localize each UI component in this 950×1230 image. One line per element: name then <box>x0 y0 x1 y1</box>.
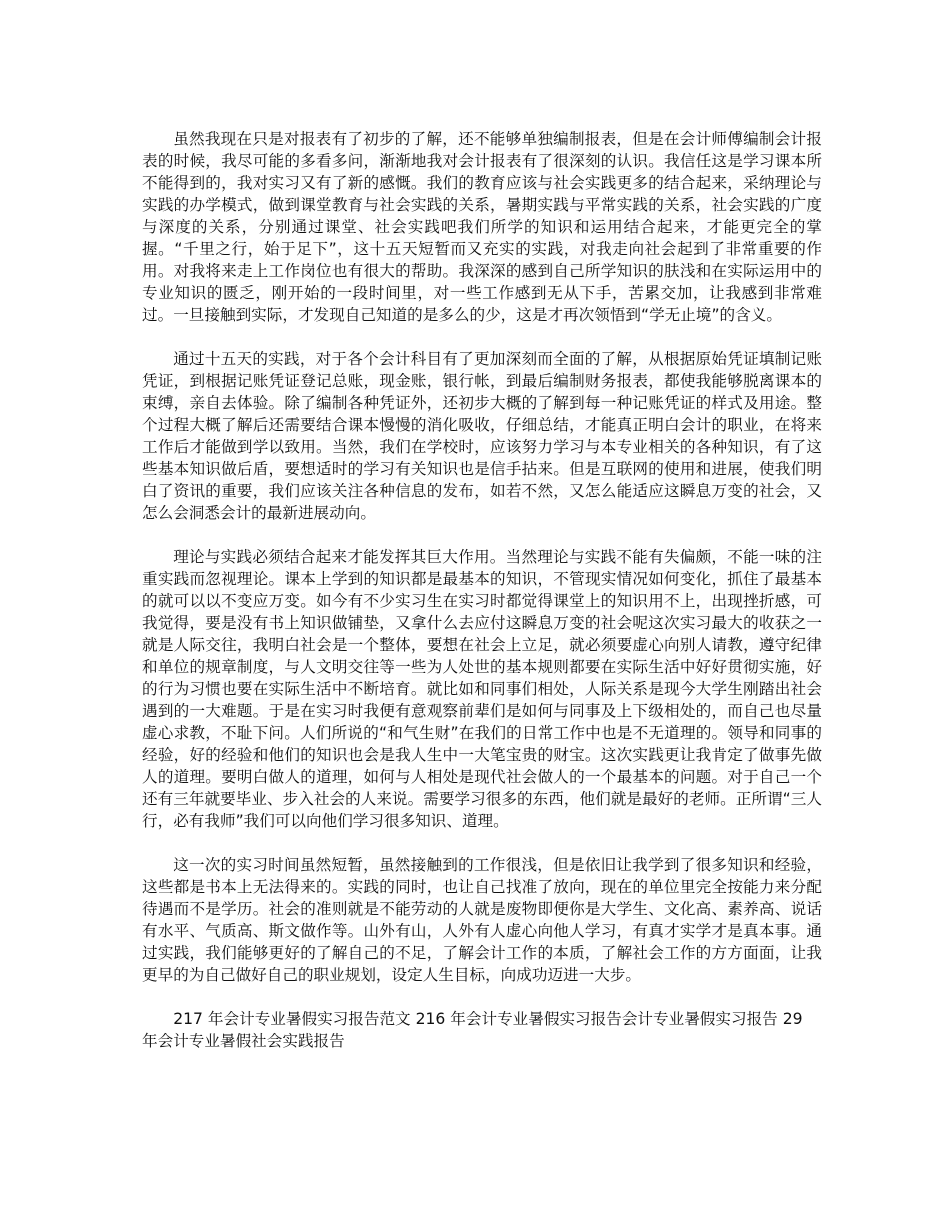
related-reports-line: 217 年会计专业暑假实习报告范文 216 年会计专业暑假实习报告会计专业暑假实习报告 29 年会计专业暑假社会实践报告 <box>142 1010 803 1050</box>
paragraph-1: 虽然我现在只是对报表有了初步的了解，还不能够单独编制报表，但是在会计师傅编制会计报表的时候，我尽可能的多看多问，渐渐地我对会计报表有了很深刻的认识。我信任这是学习课本所不能得到的，我对实习又有了新的感慨。我们的教育应该与社会实践更多的结合起来，采纳理论与实践的办学模式，做到课堂教育与社会实践的关系，暑期实践与平常实践的关系，社会实践的广度与深度的关系，分别通过课堂、社会实践吧我们所学的知识和运用结合起来，才能更完全的掌握。“千里之行，始于足下”，这十五天短暂而又充实的实践，对我走向社会起到了非常重要的作用。对我将来走上工作岗位也有很大的帮助。我深深的感到自己所学知识的肤浅和在实际运用中的专业知识的匮乏，刚开始的一段时间里，对一些工作感到无从下手，苦累交加，让我感到非常难过。一旦接触到实际，才发现自己知道的是多么的少，这是才再次领悟到“学无止境”的含义。 <box>142 130 822 324</box>
paragraph-3: 理论与实践必须结合起来才能发挥其巨大作用。当然理论与实践不能有失偏颇，不能一味的注重实践而忽视理论。课本上学到的知识都是最基本的知识，不管现实情况如何变化，抓住了最基本的就可以以不变应万变。如今有不少实习生在实习时都觉得课堂上的知识用不上，出现挫折感，可我觉得，要是没有书上知识做铺垫，又拿什么去应付这瞬息万变的社会呢这次实习最大的收获之一就是人际交往，我明白社会是一个整体，要想在社会上立足，就必须要虚心向别人请教，遵守纪律和单位的规章制度，与人文明交往等一些为人处世的基本规则都要在实际生活中好好贯彻实施，好的行为习惯也要在实际生活中不断培育。就比如和同事们相处，人际关系是现今大学生刚踏出社会遇到的一大难题。于是在实习时我便有意观察前辈们是如何与同事及上下级相处的，而自己也尽量虚心求教，不耻下问。人们所说的“和气生财”在我们的日常工作中也是不无道理的。领导和同事的经验，好的经验和他们的知识也会是我人生中一大笔宝贵的财宝。这次实践更让我肯定了做事先做人的道理。要明白做人的道理，如何与人相处是现代社会做人的一个最基本的问题。对于自己一个还有三年就要毕业、步入社会的人来说。需要学习很多的东西，他们就是最好的老师。正所谓“三人行，必有我师”我们可以向他们学习很多知识、道理。 <box>142 548 822 830</box>
paragraph-4: 这一次的实习时间虽然短暂，虽然接触到的工作很浅，但是依旧让我学到了很多知识和经验，这些都是书本上无法得来的。实践的同时，也让自己找准了放向，现在的单位里完全按能力来分配待遇而不是学历。社会的准则就是不能劳动的人就是废物即便你是大学生、文化高、素养高、说话有水平、气质高、斯文做作等。山外有山，人外有人虚心向他人学习，有真才实学才是真本事。通过实践，我们能够更好的了解自己的不足，了解会计工作的本质，了解社会工作的方方面面，让我更早的为自己做好自己的职业规划，设定人生目标，向成功迈进一大步。 <box>142 856 822 984</box>
document-body <box>142 128 822 1052</box>
paragraph-2: 通过十五天的实践，对于各个会计科目有了更加深刻而全面的了解，从根据原始凭证填制记账凭证，到根据记账凭证登记总账，现金账，银行帐，到最后编制财务报表，都使我能够脱离课本的束缚，亲自去体验。除了编制各种凭证外，还初步大概的了解到每一种记账凭证的样式及用途。整个过程大概了解后还需要结合课本慢慢的消化吸收，仔细总结，才能真正明白会计的职业，在将来工作后才能做到学以致用。当然，我们在学校时，应该努力学习与本专业相关的各种知识，有了这些基本知识做后盾，要想适时的学习有关知识也是信手拈来。但是互联网的使用和进展，使我们明白了资讯的重要，我们应该关注各种信息的发布，如若不然，又怎么能适应这瞬息万变的社会，又怎么会洞悉会计的最新进展动向。 <box>142 350 822 522</box>
